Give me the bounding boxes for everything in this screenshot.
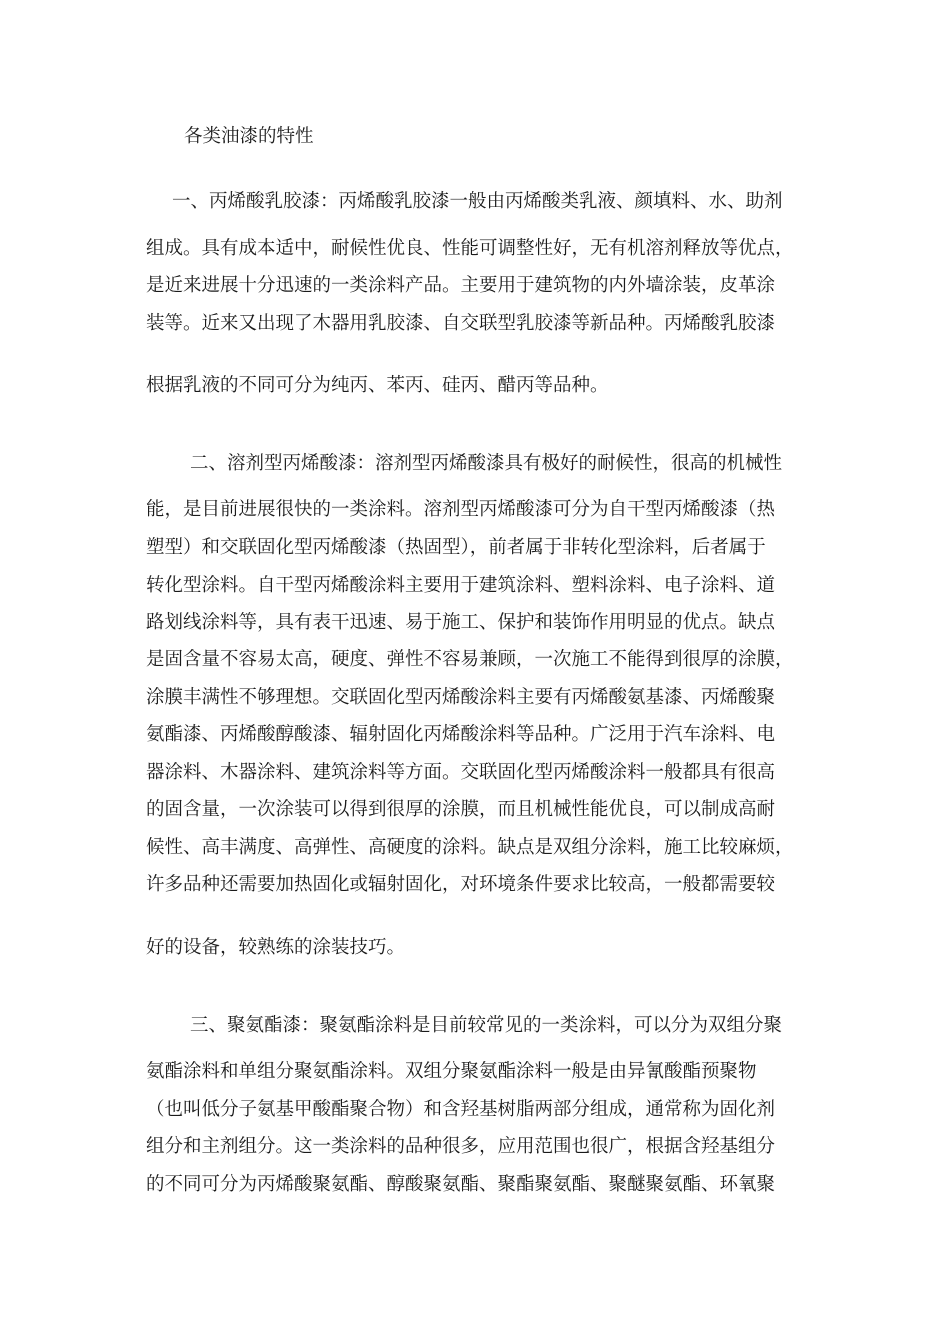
- paragraph-3-line-4: 组分和主剂组分。这一类涂料的品种很多，应用范围也很广，根据含羟基组分: [146, 1136, 776, 1157]
- paragraph-1-line-4: 装等。近来又出现了木器用乳胶漆、自交联型乳胶漆等新品种。丙烯酸乳胶漆: [146, 313, 776, 334]
- paragraph-2-line-8: 氨酯漆、丙烯酸醇酸漆、辐射固化丙烯酸涂料等品种。广泛用于汽车涂料、电: [146, 724, 776, 745]
- paragraph-2-line-2: 能，是目前进展很快的一类涂料。溶剂型丙烯酸漆可分为自干型丙烯酸漆（热: [146, 499, 776, 520]
- document-title: 各类油漆的特性: [184, 126, 314, 147]
- paragraph-2-line-10: 的固含量，一次涂装可以得到很厚的涂膜，而且机械性能优良，可以制成高耐: [146, 799, 776, 820]
- paragraph-2-line-11: 候性、高丰满度、高弹性、高硬度的涂料。缺点是双组分涂料，施工比较麻烦，: [146, 837, 794, 858]
- paragraph-1-line-5: 根据乳液的不同可分为纯丙、苯丙、硅丙、醋丙等品种。: [146, 375, 609, 396]
- paragraph-1-line-2: 组成。具有成本适中，耐候性优良、性能可调整性好，无有机溶剂释放等优点，: [146, 238, 794, 259]
- paragraph-2-line-4: 转化型涂料。自干型丙烯酸涂料主要用于建筑涂料、塑料涂料、电子涂料、道: [146, 575, 776, 596]
- paragraph-3-line-1: 三、聚氨酯漆：聚氨酯涂料是目前较常见的一类涂料，可以分为双组分聚: [190, 1015, 783, 1036]
- paragraph-2-line-12: 许多品种还需要加热固化或辐射固化，对环境条件要求比较高，一般都需要较: [146, 874, 776, 895]
- paragraph-2-line-13: 好的设备，较熟练的涂装技巧。: [146, 937, 406, 958]
- paragraph-3-line-3: （也叫低分子氨基甲酸酯聚合物）和含羟基树脂两部分组成，通常称为固化剂: [146, 1099, 776, 1120]
- paragraph-1-line-3: 是近来进展十分迅速的一类涂料产品。主要用于建筑物的内外墙涂装，皮革涂: [146, 275, 776, 296]
- paragraph-3-line-5: 的不同可分为丙烯酸聚氨酯、醇酸聚氨酯、聚酯聚氨酯、聚醚聚氨酯、环氧聚: [146, 1174, 776, 1195]
- paragraph-2-line-6: 是固含量不容易太高，硬度、弹性不容易兼顾，一次施工不能得到很厚的涂膜，: [146, 649, 794, 670]
- paragraph-2-line-3: 塑型）和交联固化型丙烯酸漆（热固型），前者属于非转化型涂料，后者属于: [146, 537, 766, 558]
- paragraph-2-line-9: 器涂料、木器涂料、建筑涂料等方面。交联固化型丙烯酸涂料一般都具有很高: [146, 762, 776, 783]
- paragraph-2-line-5: 路划线涂料等，具有表干迅速、易于施工、保护和装饰作用明显的优点。缺点: [146, 612, 776, 633]
- paragraph-2-line-7: 涂膜丰满性不够理想。交联固化型丙烯酸涂料主要有丙烯酸氨基漆、丙烯酸聚: [146, 687, 776, 708]
- paragraph-3-line-2: 氨酯涂料和单组分聚氨酯涂料。双组分聚氨酯涂料一般是由异氰酸酯预聚物: [146, 1061, 757, 1082]
- paragraph-1-line-1: 一、丙烯酸乳胶漆：丙烯酸乳胶漆一般由丙烯酸类乳液、颜填料、水、助剂: [172, 191, 783, 212]
- paragraph-2-line-1: 二、溶剂型丙烯酸漆：溶剂型丙烯酸漆具有极好的耐候性，很高的机械性: [190, 453, 783, 474]
